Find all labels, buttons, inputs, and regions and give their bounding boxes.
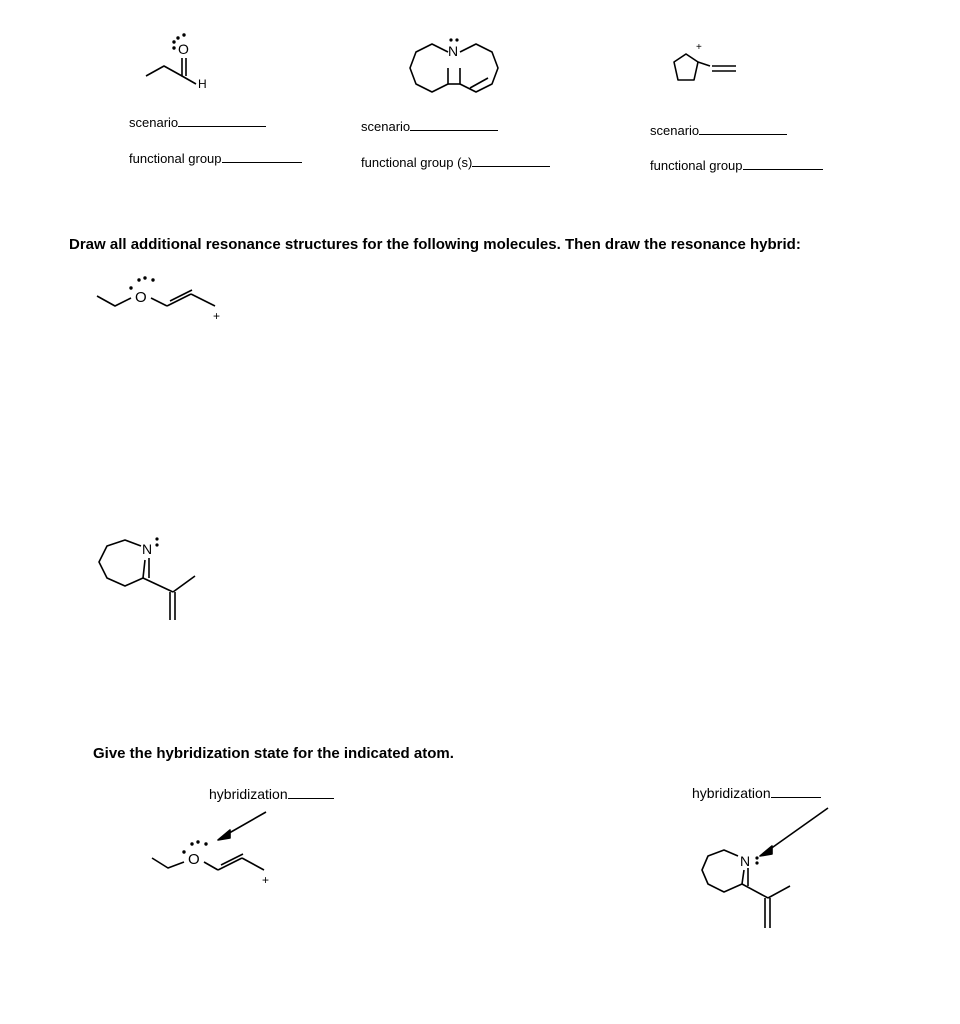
nitrogen-atom: N (142, 541, 153, 557)
scenario-label-a (129, 115, 266, 131)
scenario-label-b (361, 119, 498, 135)
arrow-head (760, 846, 772, 856)
enamine-arrow-structure (700, 806, 840, 930)
functional-group-answer-blank[interactable] (743, 158, 823, 170)
hybridization-label-left (209, 786, 334, 802)
functional-group-label-c (650, 158, 823, 174)
arrow-head (218, 830, 230, 840)
scenario-answer-blank[interactable] (410, 119, 498, 131)
ether-cation-structure (95, 270, 235, 326)
scenario-label-c (650, 123, 787, 139)
hybridization-label-right (692, 785, 821, 801)
functional-group-text: functional group (650, 158, 743, 173)
functional-group-label-b (361, 155, 550, 171)
hybridization-text: hybridization (209, 786, 288, 802)
aldehyde-structure (140, 28, 220, 92)
scenario-answer-blank[interactable] (178, 115, 266, 127)
oxygen-atom: O (135, 289, 147, 306)
plus-charge: + (262, 873, 270, 887)
oxygen-atom: O (178, 41, 189, 57)
resonance-instruction: Draw all additional resonance structures for the following molecules. Then draw the resonance hybrid: (69, 236, 801, 253)
functional-group-answer-blank[interactable] (222, 151, 302, 163)
nitrogen-atom: N (448, 43, 459, 59)
cation-structure (668, 38, 748, 90)
scenario-text: scenario (361, 119, 411, 134)
bicyclic-amine-structure (400, 36, 510, 96)
scenario-text: scenario (650, 123, 700, 138)
plus-charge: + (213, 309, 221, 323)
hydrogen-atom: H (198, 77, 207, 91)
hybridization-answer-blank[interactable] (288, 787, 334, 799)
plus-charge: + (696, 42, 702, 53)
functional-group-answer-blank[interactable] (472, 155, 550, 167)
hybridization-text: hybridization (692, 785, 771, 801)
nitrogen-atom: N (740, 853, 751, 869)
hybridization-answer-blank[interactable] (771, 786, 821, 798)
scenario-answer-blank[interactable] (699, 123, 787, 135)
ether-cation-arrow-structure (150, 806, 280, 890)
scenario-text: scenario (129, 115, 179, 130)
hybridization-instruction: Give the hybridization state for the indicated atom. (93, 745, 454, 762)
functional-group-text: functional group (129, 151, 222, 166)
functional-group-text: functional group (s) (361, 155, 473, 170)
functional-group-label-a (129, 151, 302, 167)
indicator-arrow (766, 808, 828, 852)
enamine-structure (95, 536, 205, 622)
oxygen-atom: O (188, 851, 200, 868)
